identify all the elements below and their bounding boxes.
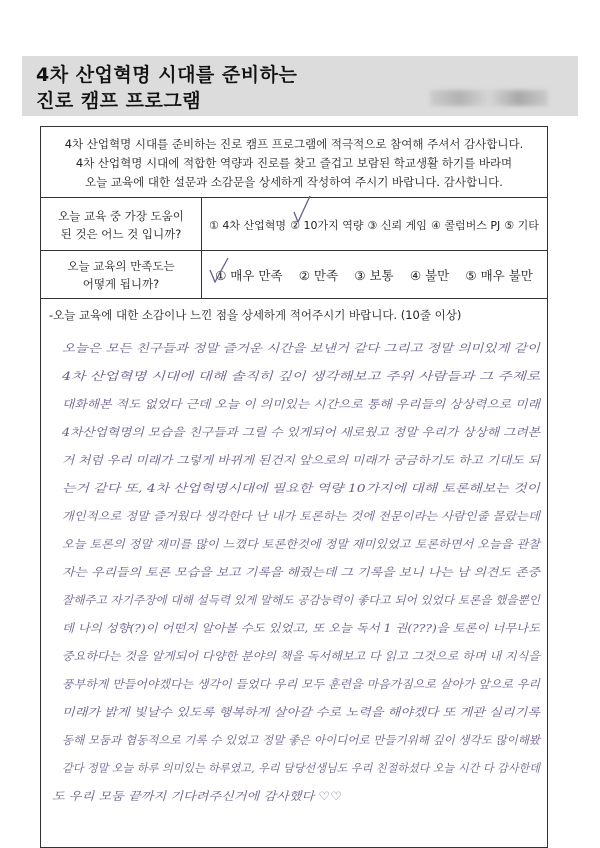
- option-satisfied[interactable]: ② 만족: [298, 268, 339, 283]
- option-very-satisfied[interactable]: ① 매우 만족: [215, 268, 283, 283]
- page-title-line2: 진로 캠프 프로그램: [36, 90, 202, 112]
- handwritten-line: 4차산업혁명의 모습을 친구들과 그릴 수 있게되어 새로웠고 정말 우리가 상상해 그려본: [60, 425, 541, 439]
- question-row-satisfaction: [41, 250, 547, 299]
- answer-options: [201, 198, 547, 251]
- option-other[interactable]: ⑤ 기타: [504, 218, 539, 232]
- reflection-prompt: -오늘 교육에 대한 소감이나 느낀 점을 상세하게 적어주시기 바랍니다. (10줄 이상): [49, 308, 462, 322]
- header-banner: [22, 56, 578, 116]
- intro-line: 4차 산업혁명 시대를 준비하는 진로 캠프 프로그램에 적극적으로 참여해 주셔서 감사합니다.: [64, 137, 524, 151]
- handwritten-line: 는거 같다 또, 4차 산업혁명시대에 필요한 역량 10가지에 대해 토론해보는 것이: [62, 481, 542, 495]
- option-trust-game[interactable]: ③ 신뢰 게임: [367, 218, 427, 232]
- intro-text: [41, 135, 547, 192]
- answer-options: [201, 251, 547, 299]
- handwritten-line: 중요하다는 것을 알게되어 다양한 분야의 책을 독서해보고 다 읽고 그것으로 하며 내 지식을: [62, 649, 542, 663]
- option-10-competencies[interactable]: ② 10가지 역량: [290, 218, 364, 232]
- question-line: 오늘 교육의 만족도는: [67, 259, 175, 273]
- survey-form: [40, 126, 548, 848]
- handwritten-line: 같다 정말 오늘 하루 의미있는 하루였고, 우리 담당선생님도 우리 친절하셨다 오늘 시간 다 감사한데: [62, 761, 542, 775]
- question-label: [41, 198, 202, 251]
- option-neutral[interactable]: ③ 보통: [354, 268, 394, 283]
- handwritten-line: 잘해주고 자기주장에 대해 설득력 있게 말해도 공감능력이 좋다고 되어 있었다 토론을 했을뿐인: [62, 593, 541, 607]
- handwritten-line: 거 처럼 우리 미래가 그렇게 바뀌게 된건지 앞으로의 미래가 궁금하기도 하고 기대도 되: [62, 453, 541, 467]
- handwritten-line: 동해 모둠과 협동적으로 기록 수 있었고 정말 좋은 아이디어로 만들기위해 깊이 생각도 많이해봤: [62, 733, 542, 747]
- handwritten-line: 개인적으로 정말 즐거웠다 생각한다 난 내가 토론하는 것에 전문이라는 사람인줄 몰랐는데: [62, 509, 543, 523]
- question-line: 오늘 교육 중 가장 도움이: [58, 208, 184, 223]
- intro-line: 4차 산업혁명 시대에 적합한 역량과 진로를 찾고 즐겁고 보람된 학교생활 하기를 바라며: [75, 156, 513, 170]
- handwritten-line: 미래가 밝게 빛날수 있도록 행복하게 살아갈 수로 노력을 해야겠다 또 게관 실리기록: [62, 705, 542, 719]
- option-columbus-pj[interactable]: ④ 콜럼버스 PJ: [430, 218, 501, 232]
- handwritten-line: 오늘은 모든 친구들과 정말 즐거운 시간을 보낸거 같다 그리고 정말 의미있게 같이: [62, 341, 542, 355]
- handwritten-line: 도 우리 모둠 끝까지 기다려주신거에 감사했다 ♡♡: [52, 789, 342, 803]
- question-line: 어떻게 됩니까?: [82, 277, 160, 291]
- handwritten-line: 대화해본 적도 없었다 근데 오늘 이 의미있는 시간으로 통해 우리들의 상상력으로 미래: [62, 397, 543, 411]
- reflection-section: [41, 298, 547, 848]
- handwritten-line: 자는 우리들의 토론 모습을 보고 기록을 해줬는데 그 기록을 보니 나는 남 의견도 존중: [62, 565, 541, 579]
- handwritten-line: 오늘 토론의 정말 재미를 많이 느꼈다 토론한것에 정말 재미있었고 토론하면서 오늘을 관찰: [62, 537, 542, 551]
- option-very-dissatisfied[interactable]: ⑤ 매우 불만: [465, 268, 533, 283]
- question-row-most-helpful: [41, 197, 547, 251]
- handwritten-line: 풍부하게 만들어야겠다는 생각이 들었다 우리 모두 훈련을 마음가짐으로 살아가 앞으로 우리: [62, 677, 541, 691]
- redacted-name-blur: [430, 90, 548, 106]
- option-4th-industrial-revolution[interactable]: ① 4차 산업혁명: [209, 218, 287, 232]
- page-title-line1: 4차 산업혁명 시대를 준비하는: [36, 64, 298, 86]
- handwritten-line: 4차 산업혁명 시대에 대해 솔직히 깊이 생각해보고 주위 사람들과 그 주제로: [60, 369, 542, 383]
- option-dissatisfied[interactable]: ④ 불만: [409, 268, 450, 283]
- handwritten-line: 데 나의 성향(?)이 어떤지 알아볼 수도 있었고, 또 오늘 독서 1 권(???)을 토론이 너무나도: [62, 621, 541, 635]
- question-label: [41, 251, 202, 299]
- intro-line: 오늘 교육에 대한 설문과 소감문을 상세하게 작성하여 주시기 바랍니다. 감사합니다.: [85, 175, 503, 189]
- question-line: 된 것은 어느 것 입니까?: [60, 226, 182, 241]
